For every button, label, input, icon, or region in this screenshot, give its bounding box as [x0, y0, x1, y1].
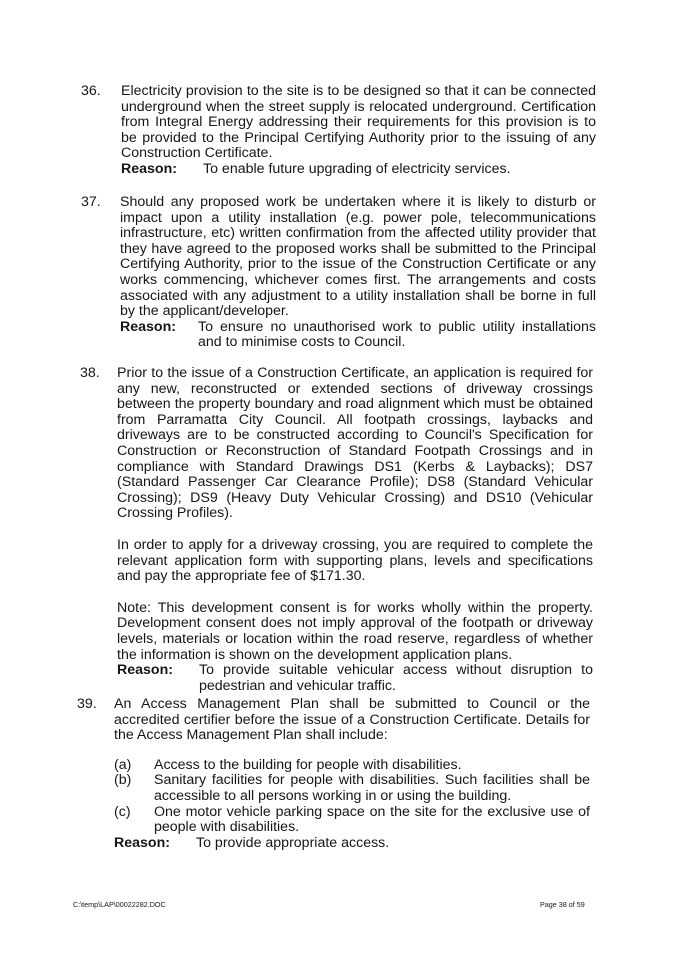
list-item [114, 773, 590, 804]
item-text: One motor vehicle parking space on the site for the exclusive use of people with disabilities. [154, 803, 590, 836]
list-item [114, 805, 590, 836]
condition-paragraph: An Access Management Plan shall be submitted to Council or the accredited certifier before the issue of a Construction Certificate. Details for the Access Management Plan shall include: [114, 696, 590, 744]
reason-text: To provide suitable vehicular access without disruption to pedestrian and vehicular traffic. [199, 662, 593, 694]
reason-label: Reason: [120, 318, 176, 335]
item-text: Sanitary facilities for people with disabilities. Such facilities shall be accessible to all persons working in or using the building. [154, 772, 590, 804]
reason-text: To enable future upgrading of electricity services. [203, 160, 511, 177]
reason-line [120, 320, 596, 351]
reason-label: Reason: [114, 834, 170, 851]
reason-label: Reason: [121, 160, 177, 177]
footer-file-path: C:\temp\LAP\00022282.DOC [73, 900, 166, 909]
condition-number: 39. [77, 696, 97, 712]
condition-paragraph: Should any proposed work be undertaken where it is likely to disturb or impact upon a utility installation (e.g. power pole, telecommunications infrastructure, etc) written confirmation from the affected utility provider that they have agreed to the proposed works shall be submitted to the Principal Certifying Authority, prior to the issue of the Construction Certificate or any works commencing, whichever comes first. The arrangements and costs associated with any adjustment to a utility installation shall be borne in full by the applicant/developer. [120, 194, 596, 320]
item-label: (b) [114, 772, 132, 789]
footer-page-number: Page 38 of 59 [540, 900, 585, 909]
condition-37 [81, 195, 596, 355]
reason-line [121, 162, 596, 178]
reason-line [114, 836, 590, 852]
item-label: (a) [114, 756, 132, 773]
condition-39 [77, 697, 592, 857]
condition-item-list [114, 758, 590, 836]
reason-line [117, 663, 593, 694]
item-text: Access to the building for people with disabilities. [154, 756, 462, 773]
condition-38 [80, 365, 596, 694]
list-item [114, 758, 590, 774]
condition-number: 36. [81, 83, 101, 99]
condition-36 [81, 84, 596, 184]
condition-paragraph: Note: This development consent is for works wholly within the property. Development consent does not imply approval of the footpath or driveway levels, materials or location within the road reserve, regardless of whether the information is shown on the development application plans. [117, 599, 593, 663]
reason-text: To ensure no unauthorised work to public utility installations and to minimise costs to Council. [198, 318, 596, 351]
condition-number: 37. [81, 194, 101, 210]
condition-paragraph: In order to apply for a driveway crossing, you are required to complete the relevant application form with supporting plans, levels and specifications and pay the appropriate fee of $171.30. [117, 536, 593, 585]
condition-paragraph: Prior to the issue of a Construction Certificate, an application is required for any new, reconstructed or extended sections of driveway crossings between the property boundary and road alignment which must be obtained from Parramatta City Council. All footpath crossings, laybacks and driveways are to be constructed according to Council's Specification for Construction or Reconstruction of Standard Footpath Crossings and in compliance with Standard Drawings DS1 (Kerbs & Laybacks); DS7 (Standard Passenger Car Clearance Profile); DS8 (Standard Vehicular Crossing); DS9 (Heavy Duty Vehicular Crossing) and DS10 (Vehicular Crossing Profiles). [117, 365, 593, 522]
condition-number: 38. [80, 365, 100, 381]
reason-text: To provide appropriate access. [196, 834, 390, 851]
item-label: (c) [114, 803, 131, 820]
reason-label: Reason: [117, 662, 173, 679]
condition-paragraph: Electricity provision to the site is to be designed so that it can be connected underground when the street supply is relocated underground. Certification from Integral Energy addressing their requirements for this provision is to be provided to the Principal Certifying Authority prior to the issuing of any Construction Certificate. [121, 83, 596, 162]
